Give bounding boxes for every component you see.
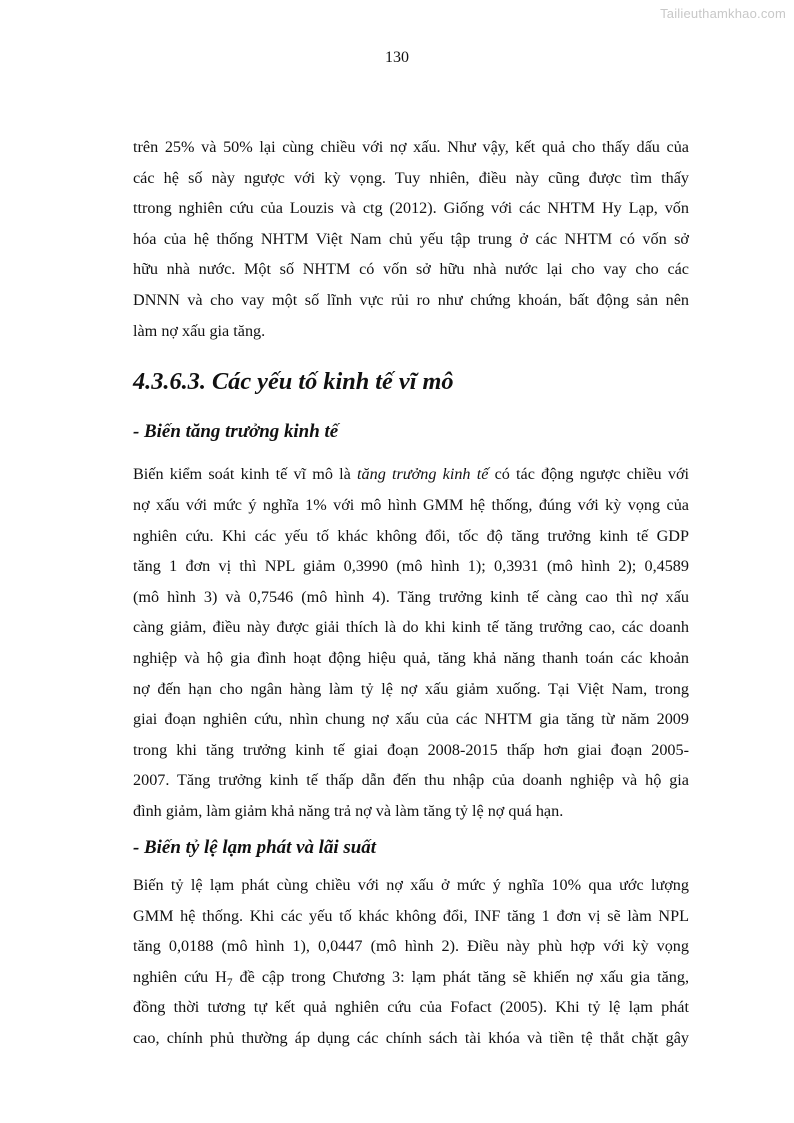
- paragraph-3: [133, 870, 689, 1054]
- text-line: nợ đến hạn cho ngân hàng làm tỷ lệ nợ xấu giảm xuống. Tại Việt Nam, trong: [133, 679, 689, 698]
- italic-term: tăng trưởng kinh tế: [357, 465, 489, 484]
- text-line: trong khi tăng trưởng kinh tế giai đoạn 2008-2015 thấp hơn giai đoạn 2005-: [133, 740, 689, 759]
- text-line: nghiên cứu. Khi các yếu tố khác không đổi, tốc độ tăng trưởng kinh tế GDP: [133, 526, 689, 545]
- text-line: làm nợ xấu gia tăng.: [133, 321, 266, 340]
- text-run: đề cập trong Chương 3: lạm phát tăng sẽ khiến nợ xấu gia tăng,: [232, 967, 689, 986]
- text-line: hóa của hệ thống NHTM Việt Nam chủ yếu tập trung ở các NHTM có vốn sở: [133, 229, 689, 248]
- text-run: có tác động ngược chiều với: [488, 465, 689, 484]
- paragraph-1: [133, 132, 689, 346]
- watermark-text: Tailieuthamkhao.com: [660, 6, 786, 21]
- text-line: hữu nhà nước. Một số NHTM có vốn sở hữu nhà nước lại cho vay cho các: [133, 260, 689, 279]
- text-line: (mô hình 3) và 0,7546 (mô hình 4). Tăng trưởng kinh tế càng cao thì nợ xấu: [133, 587, 689, 606]
- sub-heading-inflation: - Biến tỷ lệ lạm phát và lãi suất: [133, 837, 377, 859]
- text-line: càng giảm, điều này được giải thích là do khi kinh tế tăng trưởng cao, các doanh: [133, 618, 689, 637]
- text-run: nghiên cứu H: [133, 967, 227, 986]
- text-line: 2007. Tăng trưởng kinh tế thấp dẫn đến thu nhập của doanh nghiệp và hộ gia: [133, 771, 689, 790]
- text-line: tăng 0,0188 (mô hình 1), 0,0447 (mô hình 2). Điều này phù hợp với kỳ vọng: [133, 937, 689, 956]
- text-line: tăng 1 đơn vị thì NPL giảm 0,3990 (mô hình 1); 0,3931 (mô hình 2); 0,4589: [133, 557, 689, 576]
- text-line: [133, 459, 689, 490]
- text-line: giai đoạn nghiên cứu, nhìn chung nợ xấu của các NHTM gia tăng từ năm 2009: [133, 710, 689, 729]
- text-line: đồng thời tương tự kết quả nghiên cứu của Fofact (2005). Khi tỷ lệ lạm phát: [133, 998, 689, 1017]
- text-line: đình giảm, làm giảm khả năng trả nợ và làm tăng tỷ lệ nợ quá hạn.: [133, 801, 564, 820]
- text-line: [133, 962, 689, 993]
- page-number: 130: [385, 49, 409, 66]
- text-line: ttrong nghiên cứu của Louzis và ctg (2012). Giống với các NHTM Hy Lạp, vốn: [133, 199, 689, 218]
- text-line: DNNN và cho vay một số lĩnh vực rủi ro như chứng khoán, bất động sản nên: [133, 290, 689, 309]
- document-body: [133, 132, 689, 1054]
- text-line: trên 25% và 50% lại cùng chiều với nợ xấu. Như vậy, kết quả cho thấy dấu của: [133, 138, 689, 156]
- text-line: GMM hệ thống. Khi các yếu tố khác không đổi, INF tăng 1 đơn vị sẽ làm NPL: [133, 906, 689, 925]
- paragraph-2: [133, 459, 689, 826]
- text-line: nợ xấu với mức ý nghĩa 1% với mô hình GMM hệ thống, đúng với kỳ vọng của: [133, 495, 689, 514]
- text-line: cao, chính phủ thường áp dụng các chính sách tài khóa và tiền tệ thắt chặt gây: [133, 1029, 689, 1048]
- text-run: Biến kiểm soát kinh tế vĩ mô là: [133, 465, 358, 484]
- text-line: các hệ số này ngược với kỳ vọng. Tuy nhiên, điều này cũng được tìm thấy: [133, 168, 689, 187]
- subscript: 7: [226, 977, 233, 990]
- text-line: nghiệp và hộ gia đình hoạt động hiệu quả, tăng khả năng thanh toán các khoản: [133, 648, 689, 667]
- section-heading: 4.3.6.3. Các yếu tố kinh tế vĩ mô: [133, 368, 454, 396]
- text-line: Biến tỷ lệ lạm phát cùng chiều với nợ xấu ở mức ý nghĩa 10% qua ước lượng: [133, 876, 689, 895]
- sub-heading-economic-growth: - Biến tăng trưởng kinh tế: [133, 420, 339, 442]
